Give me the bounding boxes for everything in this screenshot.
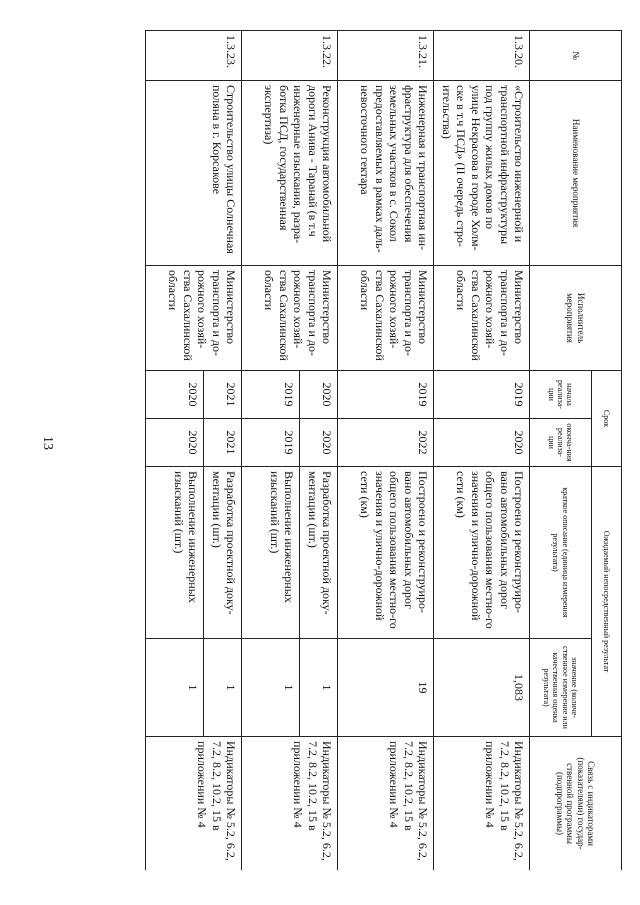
result-description: Построено и реконструиро-вано автомобильных дорог общего пользования местно-го значения и улично-дорожной сети (км) <box>338 467 434 639</box>
header-term-end: оконча-ния реализа-ции <box>530 419 592 467</box>
result-description: Разработка проектной доку-ментации (шт.) <box>204 467 242 639</box>
result-value: 1 <box>146 639 204 737</box>
measure-name: «Строительство инженерной и транспортной инфраструктуры под группу жилых домов по улице Некрасова в городе Холм-ске в т.ч ПСД» (II очередь стро-ительства) <box>434 81 530 266</box>
table-row <box>434 31 530 871</box>
start-year: 2021 <box>204 371 242 419</box>
header-expected-result: Ожидаемый непосредственный результат <box>592 467 622 737</box>
page-number: 13 <box>40 436 55 450</box>
result-value: 1 <box>204 639 242 737</box>
end-year: 2022 <box>338 419 434 467</box>
end-year: 2021 <box>204 419 242 467</box>
indicator-link: Индикаторы № 5.2, 6.2, 7.2, 8.2, 10.2, 15 в приложении № 4 <box>242 737 338 870</box>
table-row <box>204 31 242 871</box>
header-result-description: краткое описание (единица измерения результата) <box>530 467 592 639</box>
executor: Министерство транспорта и до-рожного хозяй-ства Сахалинской области <box>242 266 338 371</box>
result-description: Выполнение инженерных изысканий (шт.) <box>146 467 204 639</box>
header-indicator-link: Связь с индикаторами (показателями) государ-ственной программы (подпрограммы) <box>530 737 622 870</box>
header-number: № <box>530 31 622 81</box>
result-description: Построено и реконструиро-вано автомобильных дорог общего пользования местно-го значения и улично-дорожной сети (км) <box>434 467 530 639</box>
table-row <box>300 31 338 871</box>
header-measure-name: Наименование мероприятия <box>530 81 622 266</box>
header-term-start: начала реализа-ции <box>530 371 592 419</box>
start-year: 2020 <box>300 371 338 419</box>
executor: Министерство транспорта и до-рожного хозяй-ства Сахалинской области <box>434 266 530 371</box>
measure-name: Строительство улицы Солнечная поляна в г. Корсакове <box>146 81 242 266</box>
start-year: 2019 <box>434 371 530 419</box>
table-container <box>82 30 622 870</box>
indicator-link: Индикаторы № 5.2, 6.2, 7.2, 8.2, 10.2, 15 в приложении № 4 <box>338 737 434 870</box>
executor: Министерство транспорта и до-рожного хозяй-ства Сахалинской области <box>338 266 434 371</box>
start-year: 2019 <box>242 371 300 419</box>
result-value: 1,083 <box>434 639 530 737</box>
result-description: Выполнение инженерных изысканий (шт.) <box>242 467 300 639</box>
start-year: 2020 <box>146 371 204 419</box>
row-number: 1.3.22. <box>242 31 338 81</box>
end-year: 2019 <box>242 419 300 467</box>
result-description: Разработка проектной доку-ментации (шт.) <box>300 467 338 639</box>
header-executor: Исполнитель мероприятия <box>530 266 622 371</box>
indicator-link: Индикаторы № 5.2, 6.2, 7.2, 8.2, 10.2, 15 в приложении № 4 <box>434 737 530 870</box>
header-result-value: значение (количе-ственное измерение или качественная оценка результата) <box>530 639 592 737</box>
result-value: 19 <box>338 639 434 737</box>
result-value: 1 <box>300 639 338 737</box>
header-term: Срок <box>592 371 622 467</box>
end-year: 2020 <box>146 419 204 467</box>
row-number: 1.3.21. <box>338 31 434 81</box>
measure-name: Реконструкция автомобильной дороги Анива - Таранай (в т.ч инженерные изыскания, разра-ботка ПСД, государственная экспертиза) <box>242 81 338 266</box>
row-number: 1.3.23. <box>146 31 242 81</box>
row-number: 1.3.20. <box>434 31 530 81</box>
end-year: 2020 <box>434 419 530 467</box>
result-value: 1 <box>242 639 300 737</box>
measures-table <box>145 30 622 870</box>
end-year: 2020 <box>300 419 338 467</box>
executor: Министерство транспорта и до-рожного хозяй-ства Сахалинской области <box>146 266 242 371</box>
indicator-link: Индикаторы № 5.2, 6.2, 7.2, 8.2, 10.2, 15 в приложении № 4 <box>146 737 242 870</box>
measure-name: Инженерная и транспортная ин-фраструктура для обеспечения земельных участков в с. Сокол предоставляемых в рамках даль-невосточного гектара <box>338 81 434 266</box>
start-year: 2019 <box>338 371 434 419</box>
rotated-page-area <box>82 30 622 870</box>
table-row <box>338 31 434 871</box>
